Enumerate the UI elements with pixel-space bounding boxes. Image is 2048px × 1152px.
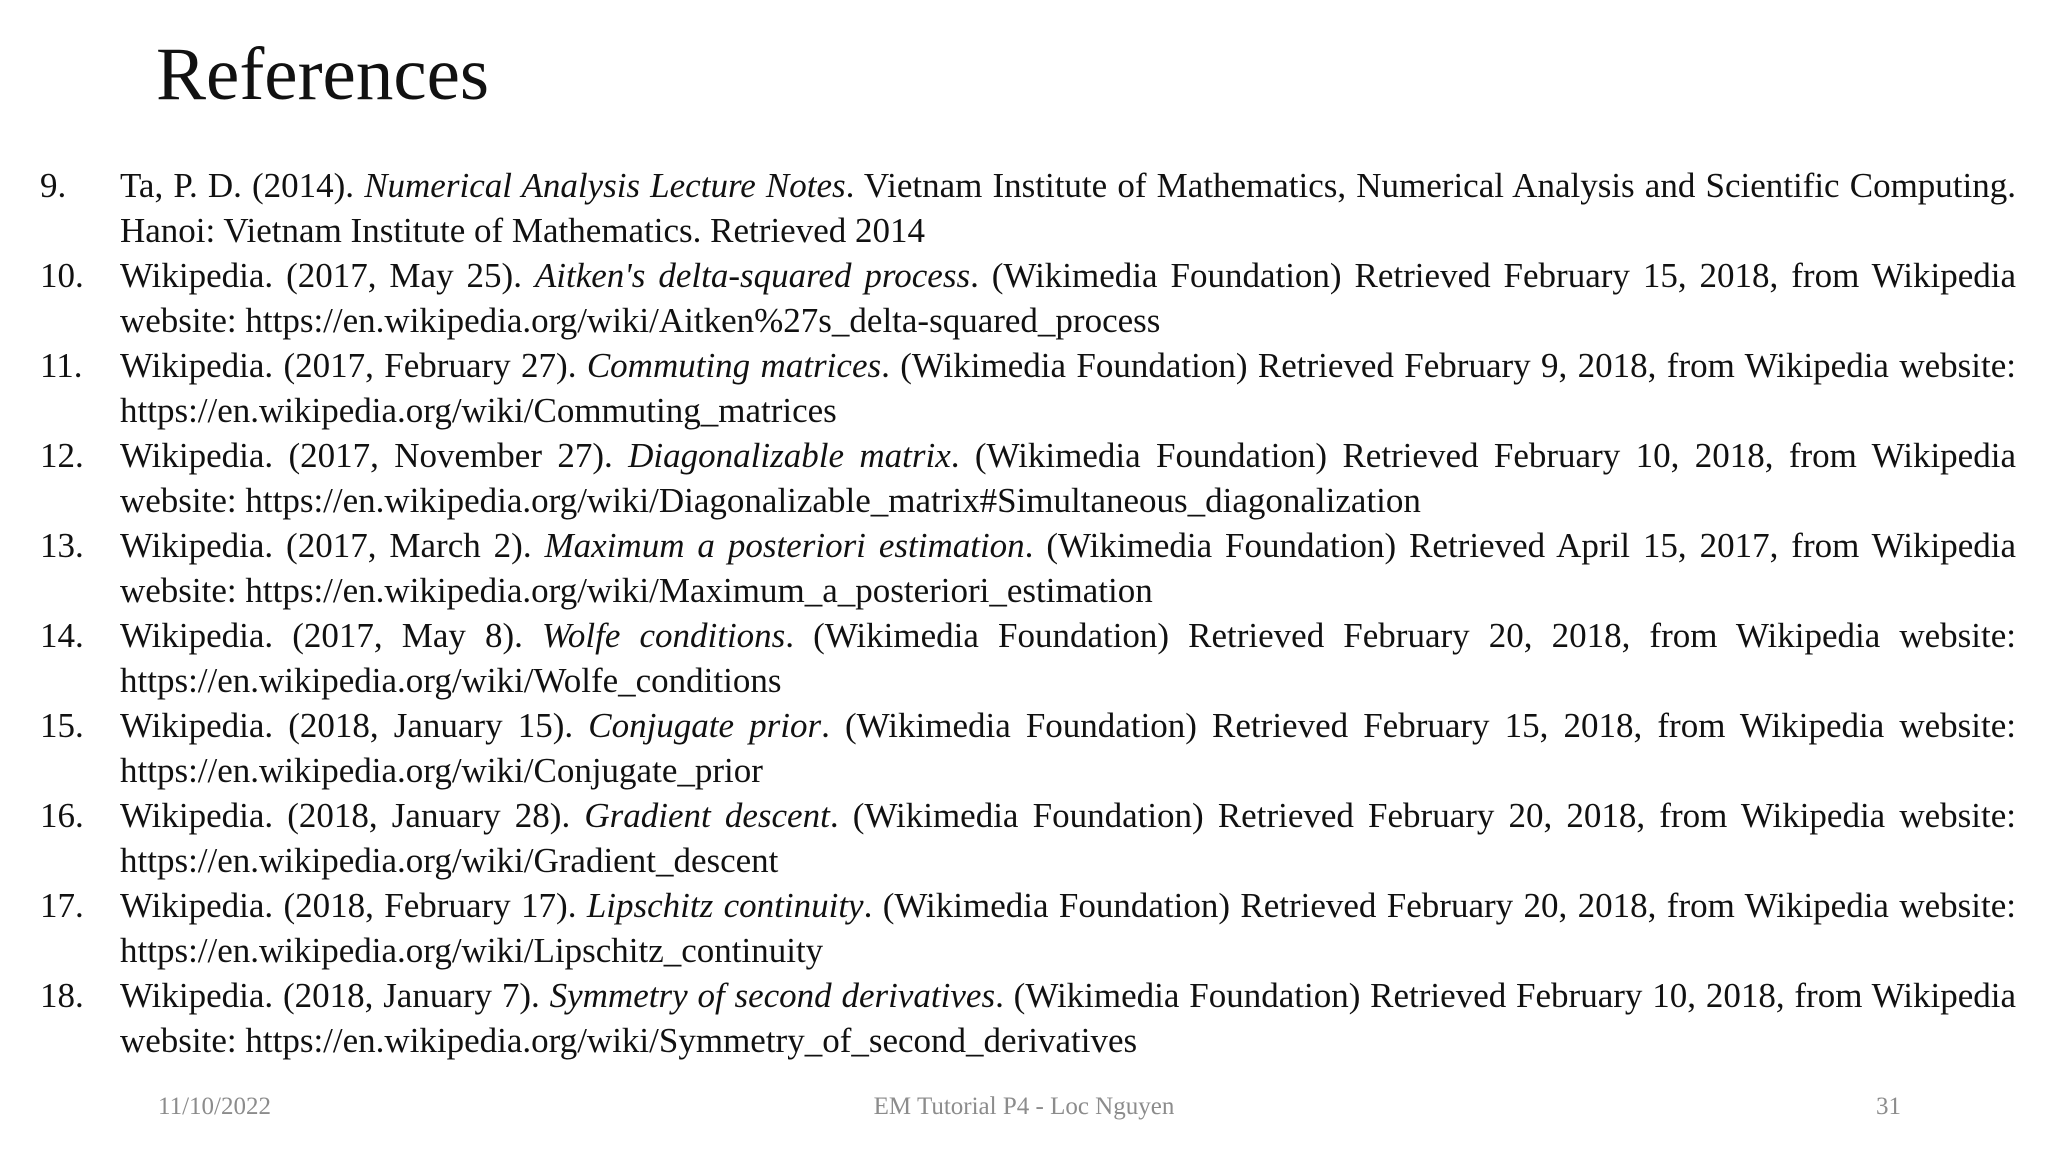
reference-number: 13. xyxy=(40,526,84,565)
reference-prefix: Wikipedia. (2017, March 2). xyxy=(120,526,545,565)
reference-title: Numerical Analysis Lecture Notes xyxy=(364,166,846,205)
reference-item xyxy=(40,253,2016,343)
reference-text xyxy=(120,793,2016,883)
reference-suffix: . (Wikimedia Foundation) Retrieved February 15, 2018, from Wikipedia website: https://en.wikipedia.org/wiki/Conjugate_prior xyxy=(120,706,2017,790)
reference-number: 12. xyxy=(40,436,84,475)
reference-title: Lipschitz continuity xyxy=(586,886,864,925)
reference-title: Wolfe conditions xyxy=(541,616,786,655)
reference-title: Gradient descent xyxy=(584,796,830,835)
reference-item xyxy=(40,613,2016,703)
reference-item xyxy=(40,883,2016,973)
reference-number: 10. xyxy=(40,256,84,295)
reference-suffix: . (Wikimedia Foundation) Retrieved February 20, 2018, from Wikipedia website: https://en.wikipedia.org/wiki/Lipschitz_continuity xyxy=(120,886,2016,970)
reference-prefix: Ta, P. D. (2014). xyxy=(120,166,365,205)
reference-text xyxy=(120,973,2016,1063)
reference-item xyxy=(40,703,2016,793)
reference-number: 14. xyxy=(40,616,84,655)
reference-item xyxy=(40,793,2016,883)
page-title: References xyxy=(156,33,490,116)
reference-text xyxy=(120,883,2016,973)
reference-suffix: . (Wikimedia Foundation) Retrieved February 10, 2018, from Wikipedia website: https://en.wikipedia.org/wiki/Symmetry_of_second_derivatives xyxy=(120,976,2017,1060)
reference-suffix: . (Wikimedia Foundation) Retrieved February 9, 2018, from Wikipedia website: https://en.wikipedia.org/wiki/Commuting_matrices xyxy=(120,346,2016,430)
reference-number: 17. xyxy=(40,886,84,925)
reference-list xyxy=(40,163,2016,1063)
footer-title: EM Tutorial P4 - Loc Nguyen xyxy=(873,1093,1175,1120)
reference-text xyxy=(120,163,2016,253)
reference-prefix: Wikipedia. (2018, February 17). xyxy=(120,886,587,925)
reference-title: Conjugate prior xyxy=(588,706,822,745)
footer-date: 11/10/2022 xyxy=(158,1093,271,1120)
reference-title: Maximum a posteriori estimation xyxy=(544,526,1025,565)
reference-suffix: . (Wikimedia Foundation) Retrieved February 15, 2018, from Wikipedia website: https://en.wikipedia.org/wiki/Aitken%27s_delta-squared_process xyxy=(120,256,2016,340)
reference-text xyxy=(120,343,2016,433)
reference-number: 9. xyxy=(40,166,67,205)
reference-prefix: Wikipedia. (2017, May 8). xyxy=(120,616,542,655)
reference-prefix: Wikipedia. (2018, January 28). xyxy=(120,796,585,835)
reference-text xyxy=(120,523,2016,613)
reference-title: Commuting matrices xyxy=(586,346,882,385)
slide-number: 31 xyxy=(1876,1093,1901,1120)
reference-number: 16. xyxy=(40,796,84,835)
reference-prefix: Wikipedia. (2017, February 27). xyxy=(120,346,587,385)
reference-text xyxy=(120,253,2016,343)
reference-number: 15. xyxy=(40,706,84,745)
reference-suffix: . Vietnam Institute of Mathematics, Numerical Analysis and Scientific Computing. Hanoi: Vietnam Institute of Mathematics. Retrieved 2014 xyxy=(120,166,2016,250)
reference-number: 11. xyxy=(40,346,83,385)
reference-prefix: Wikipedia. (2018, January 15). xyxy=(120,706,589,745)
reference-suffix: . (Wikimedia Foundation) Retrieved April 15, 2017, from Wikipedia website: https://en.wikipedia.org/wiki/Maximum_a_posteriori_estimation xyxy=(120,526,2016,610)
reference-prefix: Wikipedia. (2017, November 27). xyxy=(120,436,629,475)
reference-text xyxy=(120,703,2016,793)
reference-text xyxy=(120,613,2016,703)
reference-title: Symmetry of second derivatives xyxy=(549,976,996,1015)
reference-prefix: Wikipedia. (2017, May 25). xyxy=(120,256,535,295)
reference-item xyxy=(40,163,2016,253)
reference-prefix: Wikipedia. (2018, January 7). xyxy=(120,976,550,1015)
reference-item xyxy=(40,343,2016,433)
reference-item xyxy=(40,973,2016,1063)
reference-item xyxy=(40,433,2016,523)
reference-title: Aitken's delta-squared process xyxy=(534,256,971,295)
reference-text xyxy=(120,433,2016,523)
reference-suffix: . (Wikimedia Foundation) Retrieved February 10, 2018, from Wikipedia website: https://en.wikipedia.org/wiki/Diagonalizable_matrix#Simultaneous_diagonalization xyxy=(120,436,2016,520)
reference-suffix: . (Wikimedia Foundation) Retrieved February 20, 2018, from Wikipedia website: https://en.wikipedia.org/wiki/Gradient_descent xyxy=(120,796,2016,880)
reference-title: Diagonalizable matrix xyxy=(628,436,951,475)
reference-number: 18. xyxy=(40,976,84,1015)
reference-item xyxy=(40,523,2016,613)
reference-suffix: . (Wikimedia Foundation) Retrieved February 20, 2018, from Wikipedia website: https://en.wikipedia.org/wiki/Wolfe_conditions xyxy=(120,616,2017,700)
